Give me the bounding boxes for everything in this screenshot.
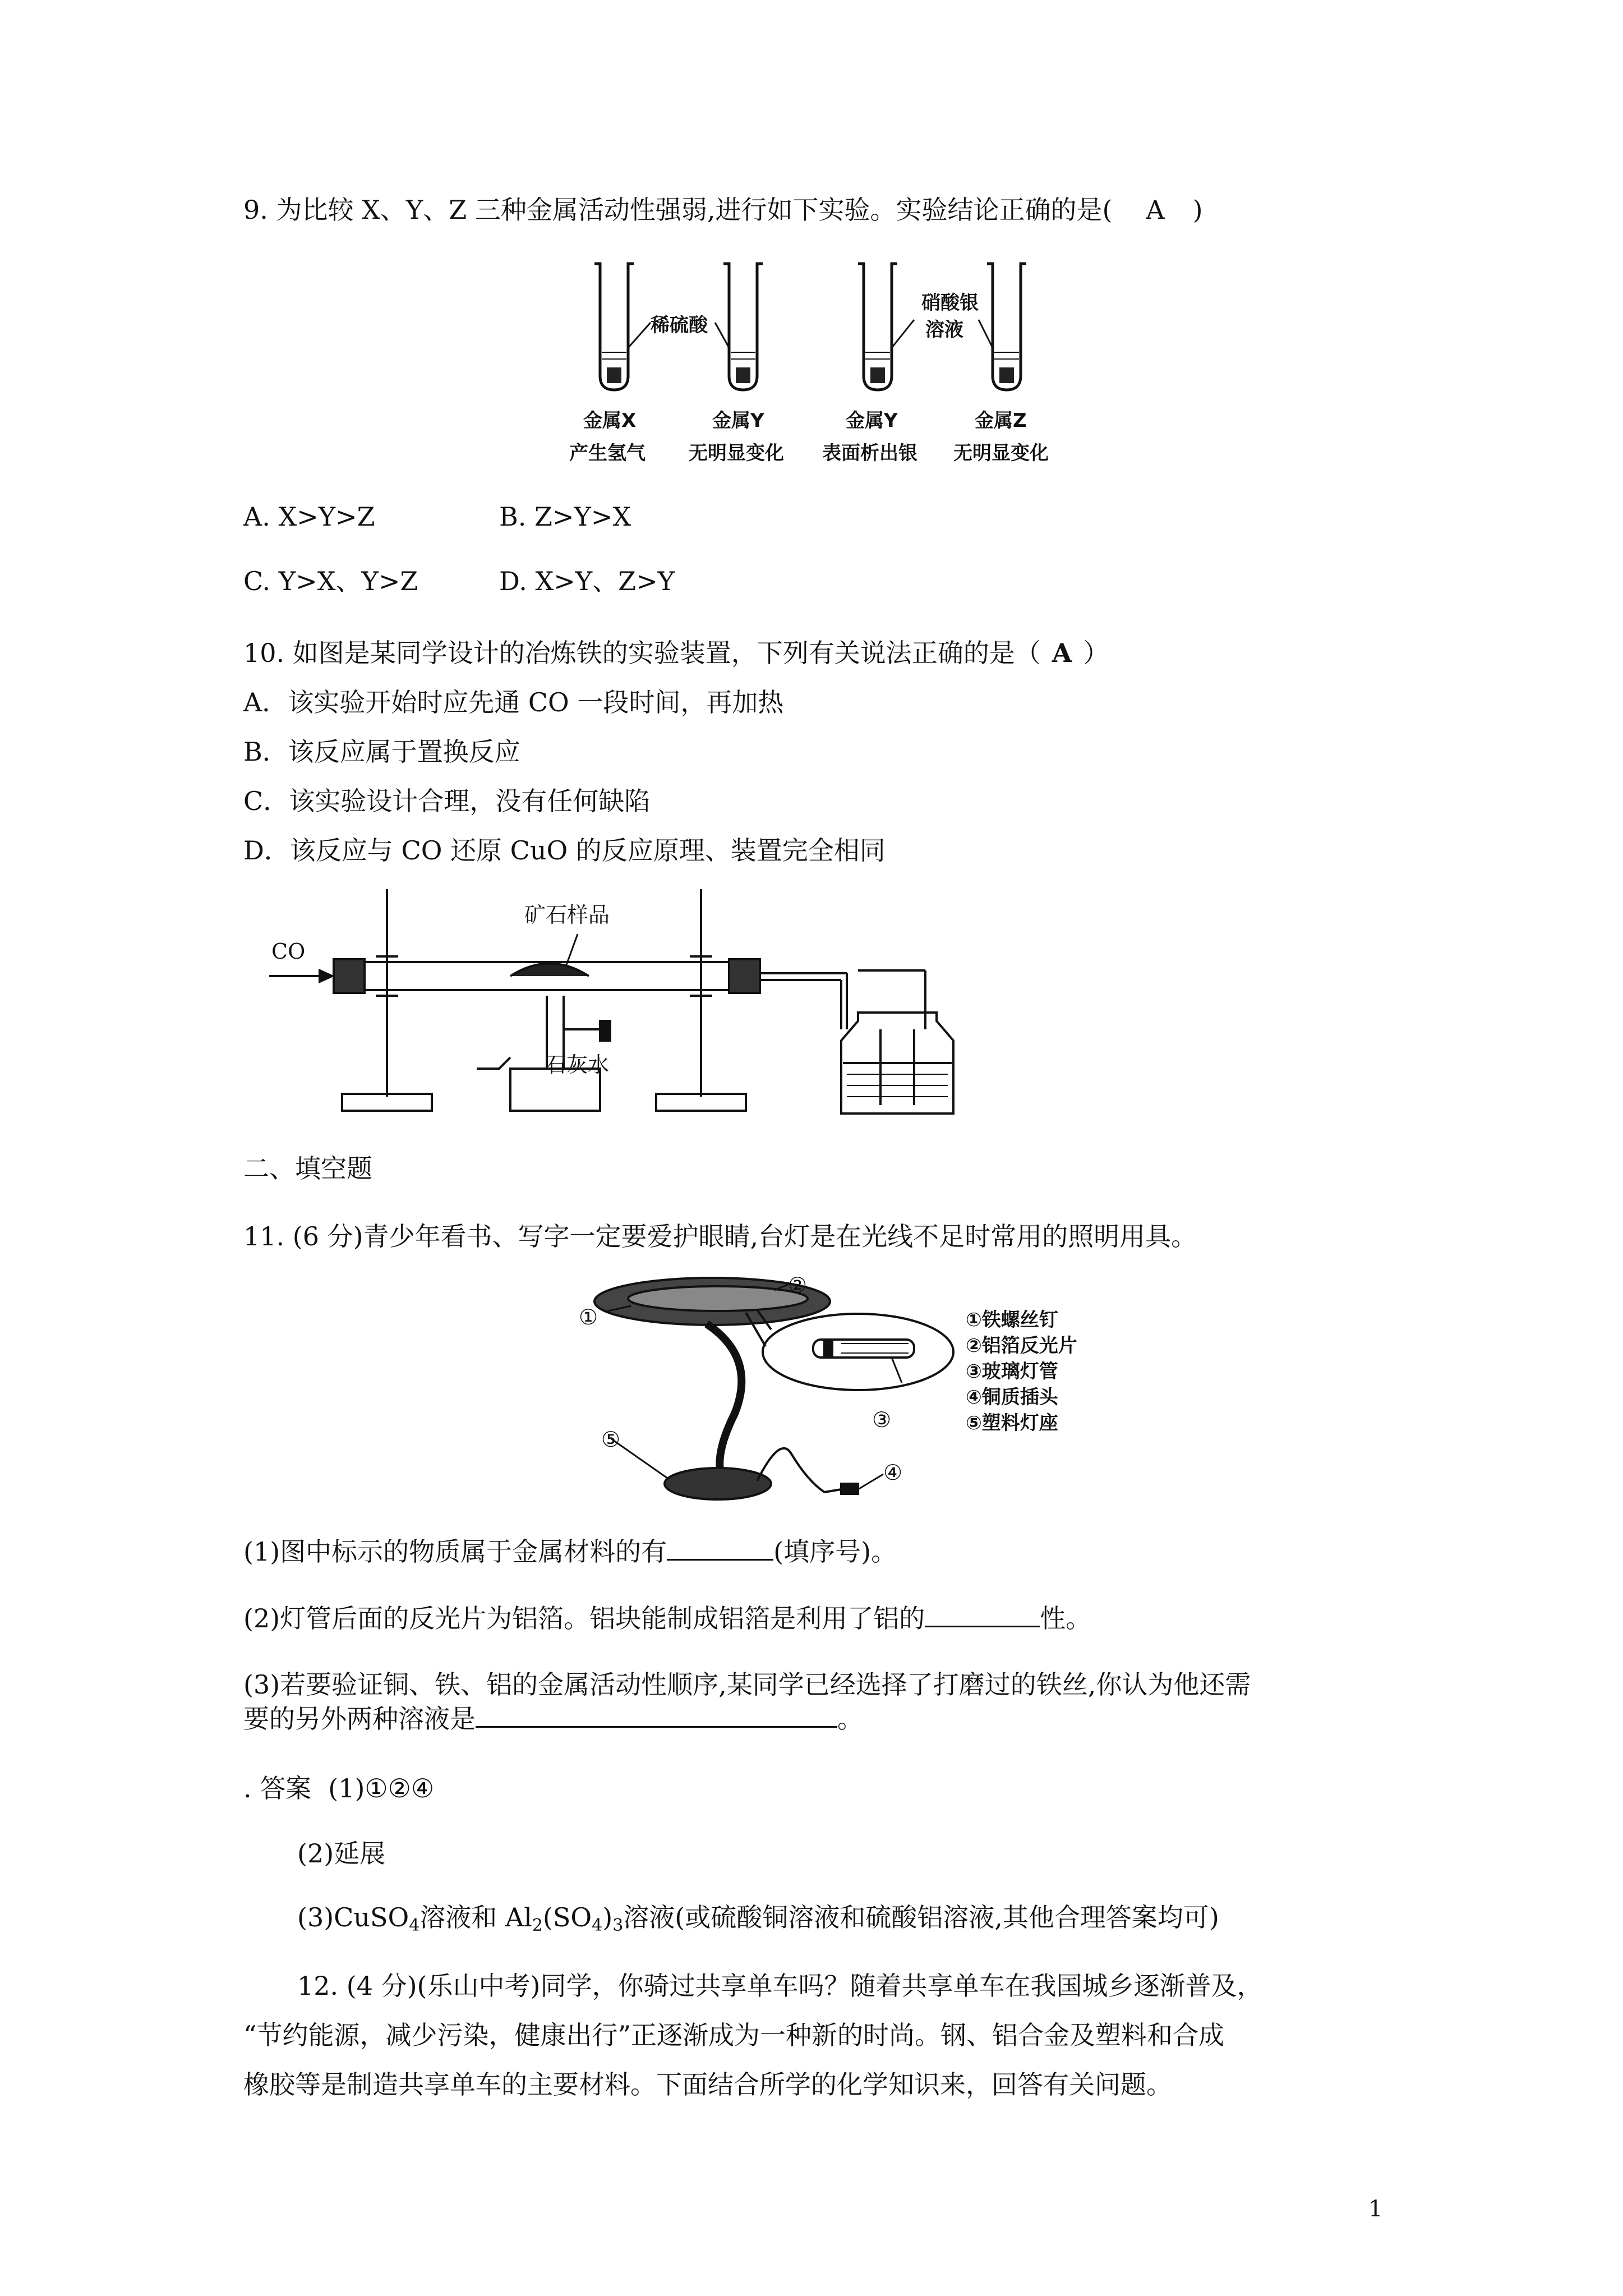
q12-line3: 橡胶等是制造共享单车的主要材料。下面结合所学的化学知识来，回答有关问题。: [243, 2069, 1172, 2100]
tube4-result: 无明显变化: [953, 442, 1049, 464]
q9-option-c: C. Y>X、Y>Z: [243, 566, 418, 596]
q9-stem: 9. 为比较 X、Y、Z 三种金属活动性强弱,进行如下实验。实验结论正确的是( A ): [243, 195, 1203, 225]
tube3-metal: 金属Y: [846, 409, 898, 432]
q10-answer: A: [1052, 638, 1072, 668]
q11-blank-3[interactable]: [476, 1704, 837, 1728]
q9-option-d: D. X>Y、Z>Y: [499, 566, 675, 596]
q12-line2: “节约能源，减少污染，健康出行”正逐渐成为一种新的时尚。钢、铝合金及塑料和合成: [243, 2020, 1225, 2050]
q10-option-d: D．该反应与 CO 还原 CuO 的反应原理、装置完全相同: [243, 835, 886, 866]
lamp-legend-5: ⑤塑料灯座: [966, 1412, 1058, 1434]
q9-option-b: B. Z>Y>X: [499, 501, 631, 532]
q10-stem: 10. 如图是某同学设计的冶炼铁的实验装置，下列有关说法正确的是（ A ）: [243, 638, 1109, 668]
silver-nitrate-label-line2: 溶液: [925, 319, 963, 341]
q11-figure-desk-lamp: [578, 1268, 970, 1509]
acid-label: 稀硫酸: [651, 314, 708, 337]
q12-line1: 12. (4 分)(乐山中考)同学，你骑过共享单车吗？随着共享单车在我国城乡逐渐普及，: [297, 1971, 1263, 2001]
q10-option-a: A．该实验开始时应先通 CO 一段时间，再加热: [243, 687, 784, 717]
tube2-result: 无明显变化: [689, 442, 784, 464]
tube2-metal: 金属Y: [712, 409, 764, 432]
q11-answer-2: (2)延展: [297, 1838, 386, 1869]
page-number: 1: [1368, 2196, 1383, 2222]
lamp-legend-3: ③玻璃灯管: [966, 1360, 1058, 1383]
tube3-result: 表面析出银: [822, 442, 917, 464]
q9-option-a: A. X>Y>Z: [243, 501, 375, 532]
section-heading-fill-in: 二、填空题: [243, 1153, 372, 1184]
q11-answer-3: (3)CuSO$_4$溶液和 $Al_2(SO_4)_3$溶液(或硫酸铜溶液和硫酸铝溶液,其他合理答案均可): [297, 1902, 1219, 1935]
q11-blank-2[interactable]: [925, 1603, 1040, 1627]
tube4-metal: 金属Z: [975, 409, 1027, 432]
q10-figure-iron-smelting-apparatus: [264, 884, 993, 1125]
marker-1: ①: [579, 1305, 598, 1329]
lamp-legend-1: ①铁螺丝钉: [966, 1309, 1058, 1331]
sample-label: 矿石样品: [524, 903, 610, 927]
lamp-legend-4: ④铜质插头: [966, 1386, 1058, 1409]
silver-nitrate-label-line1: 硝酸银: [921, 292, 979, 314]
tube1-metal: 金属X: [583, 409, 637, 432]
marker-3: ③: [872, 1407, 892, 1432]
q11-sub3-line2: 要的另外两种溶液是 。: [243, 1704, 863, 1734]
marker-4: ④: [883, 1460, 903, 1485]
q11-sub2: (2)灯管后面的反光片为铝箔。铝块能制成铝箔是利用了铝的 性。: [243, 1603, 1092, 1634]
marker-2: ②: [788, 1273, 808, 1297]
q11-answer-label: . 答案 (1)①②④: [243, 1773, 435, 1803]
marker-5: ⑤: [601, 1427, 621, 1452]
lamp-legend-2: ②铝箔反光片: [966, 1335, 1077, 1357]
q11-sub1: (1)图中标示的物质属于金属材料的有 (填序号)。: [243, 1536, 897, 1567]
q10-option-b: B．该反应属于置换反应: [243, 737, 520, 767]
q10-option-c: C．该实验设计合理，没有任何缺陷: [243, 786, 651, 816]
q11-sub3-line1: (3)若要验证铜、铁、铝的金属活动性顺序,某同学已经选择了打磨过的铁丝,你认为他还需: [243, 1669, 1251, 1700]
q11-answer-1: (1)①②④: [328, 1773, 435, 1803]
q11-blank-1[interactable]: [667, 1536, 773, 1561]
co-label: CO: [271, 939, 306, 964]
q9-answer: A: [1146, 195, 1165, 225]
q11-stem: 11. (6 分)青少年看书、写字一定要爱护眼睛,台灯是在光线不足时常用的照明用具。: [243, 1221, 1197, 1251]
tube1-result: 产生氢气: [569, 442, 645, 464]
limewater-label: 石灰水: [545, 1052, 610, 1077]
